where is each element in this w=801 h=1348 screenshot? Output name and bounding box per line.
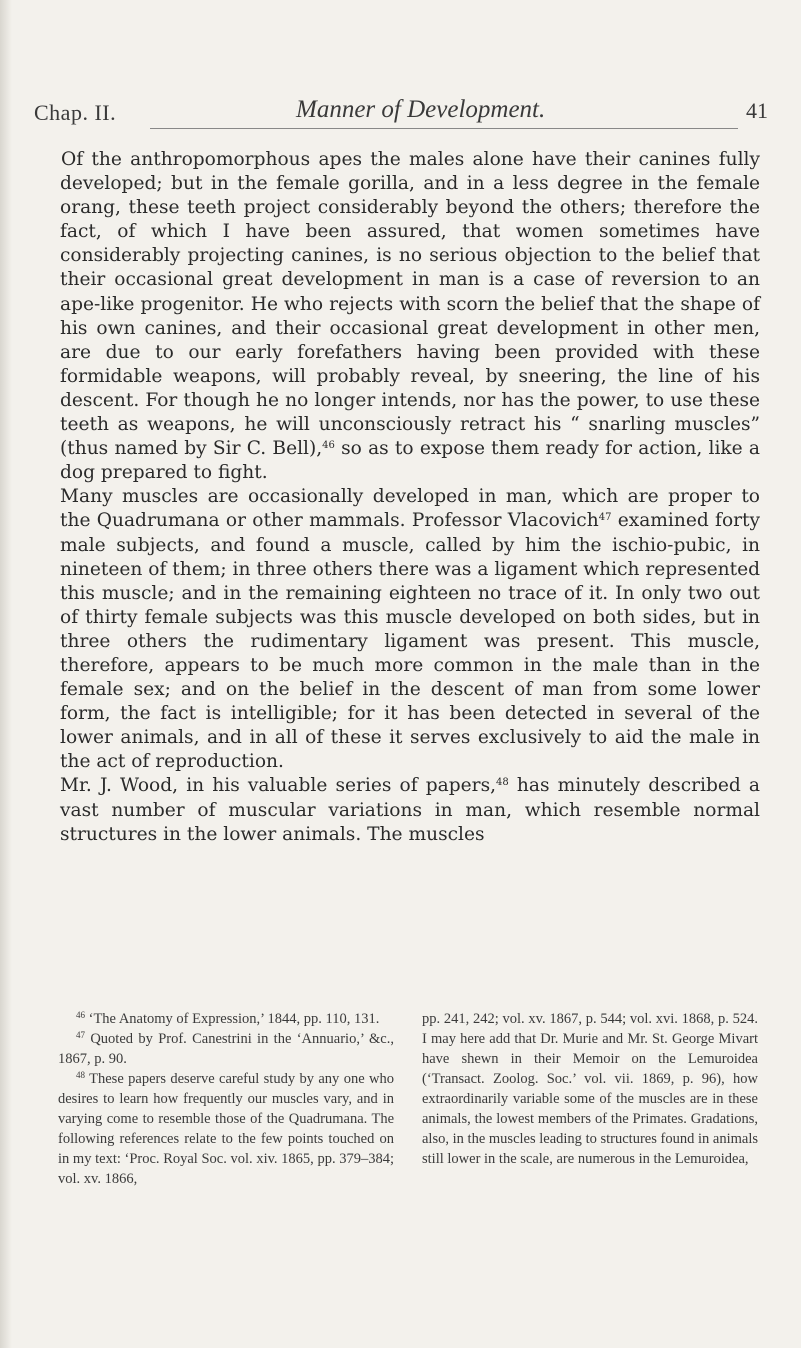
page-edge (0, 0, 12, 1348)
footnote-ref-48: 48 (496, 777, 509, 789)
paragraph-3-text-b: has minutely described a vast number of muscular variations in man, which resemble normal structures in the lower animals. The muscles (60, 775, 761, 845)
paragraph-3 (60, 774, 760, 846)
header-rule (150, 128, 738, 129)
paragraph-3-text-a: Mr. J. Wood, in his valuable series of papers, (60, 775, 497, 797)
footnote-46-number: 46 (76, 1010, 85, 1020)
footnote-48-text: These papers deserve careful study by any one who desires to learn how frequently our muscles vary, and in varying come to resemble those of the Quadrumana. The following references relate to the few points touched on in my text: ‘Proc. Royal Soc. vol. xiv. 1865, pp. 379–384; vol. xv. 1866, (58, 1071, 394, 1187)
footnote-ref-46: 46 (322, 440, 335, 452)
chapter-label: Chap. II. (34, 100, 117, 125)
footnote-48-number: 48 (76, 1070, 85, 1080)
footnotes (58, 1009, 758, 1189)
paragraph-2-text-a: Many muscles are occasionally developed in man, which are proper to the Quadrumana or other mammals. Professor Vlacovich (60, 486, 760, 532)
paragraph-1-text-b: so as to expose them ready for action, like a dog prepared to fight. (60, 438, 760, 484)
footnotes-right-column (422, 1009, 758, 1189)
paragraph-2-text-b: examined forty male subjects, and found a muscle, called by him the ischio-pubic, in nineteen of them; in three others there was a ligament which represented this muscle; and in the remaining eighteen no trace of it. In only two out of thirty female subjects was this muscle developed on both sides, but in three others the rudimentary ligament was present. This muscle, therefore, appears to be much more common in the male than in the female sex; and on the belief in the descent of man from some lower form, the fact is intelligible; for it has been detected in several of the lower animals, and in all of these it serves exclusively to aid the male in the act of reproduction. (60, 510, 760, 773)
paragraph-1 (60, 148, 760, 485)
paragraph-1-text-a: Of the anthropomorphous apes the males alone have their canines fully developed; but in the female gorilla, and in a less degree in the female orang, these teeth project considerably beyond the others; therefore the fact, of which I have been assured, that women sometimes have considerably projecting canines, is no serious objection to the belief that their occasional great development in man is a case of reversion to an ape-like progenitor. He who rejects with scorn the belief that the shape of his own canines, and their occasional great development in other men, are due to our early forefathers having been provided with these formidable weapons, will probably reveal, by sneering, the line of his descent. For though he no longer intends, nor has the power, to use these teeth as weapons, he will unconsciously retract his “ snarling muscles” (thus named by Sir C. Bell), (60, 149, 760, 460)
footnote-46-text: ‘The Anatomy of Expression,’ 1844, pp. 110, 131. (85, 1011, 380, 1027)
footnote-47 (58, 1029, 394, 1069)
footnote-47-text: Quoted by Prof. Canestrini in the ‘Annuario,’ &c., 1867, p. 90. (58, 1031, 394, 1067)
paragraph-2 (60, 485, 760, 774)
main-text (60, 148, 760, 847)
footnotes-left-column (58, 1009, 394, 1189)
footnote-46 (58, 1009, 394, 1029)
footnote-48-continued: pp. 241, 242; vol. xv. 1867, p. 544; vol. xvi. 1868, p. 524. I may here add that Dr. Murie and Mr. St. George Mivart have shewn in their Memoir on the Lemuroidea (‘Transact. Zoolog. Soc.’ vol. vii. 1869, p. 96), how extraordinarily variable some of the muscles are in these animals, the lowest members of the Primates. Gradations, also, in the muscles leading to structures found in animals still lower in the scale, are numerous in the Lemuroidea, (422, 1011, 758, 1167)
running-title: Manner of Development. (296, 96, 546, 123)
footnote-47-number: 47 (76, 1030, 85, 1040)
running-header (34, 96, 768, 136)
footnote-ref-47: 47 (598, 512, 612, 524)
footnote-48 (58, 1069, 394, 1189)
page-number: 41 (746, 98, 768, 123)
